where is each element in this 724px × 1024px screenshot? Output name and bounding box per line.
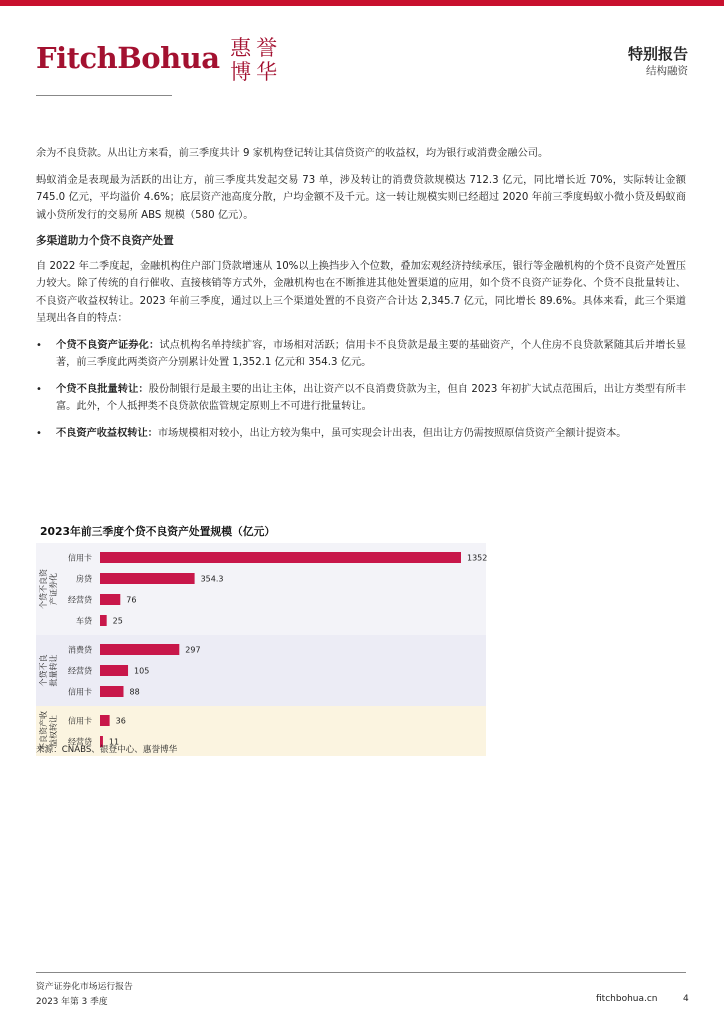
report-category: 结构融资 xyxy=(646,65,688,77)
chart-category-label: 经营贷 xyxy=(68,737,92,747)
chart-category-label: 信用卡 xyxy=(68,716,92,726)
chart-category-label: 车贷 xyxy=(76,616,92,626)
chart-source: 来源：CNABS、银登中心、惠誉博华 xyxy=(36,745,178,755)
header-divider xyxy=(36,95,172,96)
list-item xyxy=(36,337,686,372)
channel-list xyxy=(36,337,686,443)
footer-report-name: 资产证券化市场运行报告 xyxy=(36,982,133,992)
logo-char: 誉 xyxy=(256,36,278,60)
chart-bar xyxy=(100,715,110,726)
bullet-icon: • xyxy=(36,383,42,395)
list-item-text: 股份制银行是最主要的出让主体，出让资产以不良消费贷款为主，但自 2023 年初扩大试点范围后，出让方类型有所丰富。此外，个人抵押类不良贷款依监管规定原则上不可进行批量转让。 xyxy=(56,383,686,412)
top-accent-bar xyxy=(0,0,724,6)
chart-group-label: 不良资产收 xyxy=(39,711,48,751)
list-item-label: 个贷不良资产证券化： xyxy=(56,339,160,351)
chart-category-label: 信用卡 xyxy=(68,553,92,563)
chart-value-label: 88 xyxy=(129,687,140,697)
chart-bar xyxy=(100,615,107,626)
logo-char: 惠 xyxy=(230,36,252,60)
chart-bar xyxy=(100,552,461,563)
chart-group-label: 个贷不良资 xyxy=(39,569,48,609)
chart-value-label: 76 xyxy=(126,595,137,605)
bullet-icon: • xyxy=(36,339,42,351)
report-type: 特别报告 xyxy=(627,45,688,63)
paragraph: 自 2022 年二季度起，金融机构住户部门贷款增速从 10%以上换挡步入个位数，叠加宏观经济持续承压，银行等金融机构的个贷不良资产处置压力较大。除了传统的自行催收、直接核销等方式外，金融机构也在不断推进其他处置渠道的应用，如个贷不良资产证券化、个贷不良批量转让、不良资产收益权转让。2023 年前三季度，通过以上三个渠道处置的不良资产合计达 2,345.7 亿元，同比增长 89.6%。具体来看，此三个渠道呈现出各自的特点： xyxy=(36,260,686,324)
list-item xyxy=(36,425,686,443)
chart-bar xyxy=(100,573,195,584)
footer-period: 2023 年第 3 季度 xyxy=(36,997,108,1007)
list-item-label: 个贷不良批量转让： xyxy=(56,383,149,395)
chart-title: 2023年前三季度个贷不良资产处置规模（亿元） xyxy=(40,525,276,538)
chart-category-label: 消费贷 xyxy=(68,645,92,655)
page-number: 4 xyxy=(683,994,689,1004)
footer-divider xyxy=(36,972,686,973)
paragraph: 余为不良贷款。从出让方来看，前三季度共计 9 家机构登记转让其信贷资产的收益权，均为银行或消费金融公司。 xyxy=(36,148,549,159)
chart-group-label: 益权转让 xyxy=(49,715,58,747)
chart-group-label: 批量转让 xyxy=(49,654,58,687)
article-body xyxy=(36,145,686,451)
fitchbohua-logo xyxy=(36,36,280,86)
chart-bar xyxy=(100,686,123,697)
logo-chinese-seal xyxy=(228,36,280,84)
footer-website: fitchbohua.cn xyxy=(596,994,658,1004)
chart-bar xyxy=(100,594,120,605)
bullet-icon: • xyxy=(36,427,42,439)
chart-value-label: 297 xyxy=(185,645,201,655)
chart-bar xyxy=(100,644,179,655)
chart-bar xyxy=(100,665,128,676)
list-item-label: 不良资产收益权转让： xyxy=(56,427,158,439)
chart-category-label: 信用卡 xyxy=(68,687,92,697)
chart-value-label: 354.3 xyxy=(200,574,224,584)
list-item-text: 试点机构名单持续扩容，市场相对活跃；信用卡不良贷款是最主要的基础资产，个人住房不良贷款紧随其后并增长显著，前三季度此两类资产分别累计处置 1,352.1 亿元和 354.3 亿元。 xyxy=(56,339,687,368)
chart-group-label: 个贷不良 xyxy=(39,654,48,687)
list-item-text: 市场规模相对较小，出让方较为集中，虽可实现会计出表，但出让方仍需按照原信贷资产全额计提资本。 xyxy=(157,427,627,439)
chart-value-label: 11 xyxy=(108,737,120,747)
chart-group-label: 产证券化 xyxy=(49,573,58,605)
chart-value-label: 25 xyxy=(112,616,123,626)
chart-category-label: 经营贷 xyxy=(68,666,92,676)
logo-char: 华 xyxy=(256,60,278,84)
list-item xyxy=(36,381,686,416)
chart-value-label: 105 xyxy=(134,666,150,676)
chart-category-label: 房贷 xyxy=(76,574,92,584)
paragraph: 蚂蚁消金是表现最为活跃的出让方，前三季度共发起交易 73 单，涉及转让的消费贷款规模达 712.3 亿元，同比增长近 70%，实际转让金额 745.0 亿元，平均溢价 4.6%；底层资产池高度分散，户均金额不及千元。这一转让规模实则已经超过 2020 年前三季度蚂蚁小微小贷及蚂蚁商诚小贷所发行的交易所 ABS 规模（580 亿元）。 xyxy=(36,174,686,221)
section-heading: 多渠道助力个贷不良资产处置 xyxy=(36,235,174,247)
chart-category-label: 经营贷 xyxy=(68,595,92,605)
logo-char: 博 xyxy=(230,60,252,84)
chart-value-label: 1352 xyxy=(467,553,488,563)
logo-wordmark: FitchBohua xyxy=(36,41,220,75)
chart-value-label: 36 xyxy=(115,716,126,726)
